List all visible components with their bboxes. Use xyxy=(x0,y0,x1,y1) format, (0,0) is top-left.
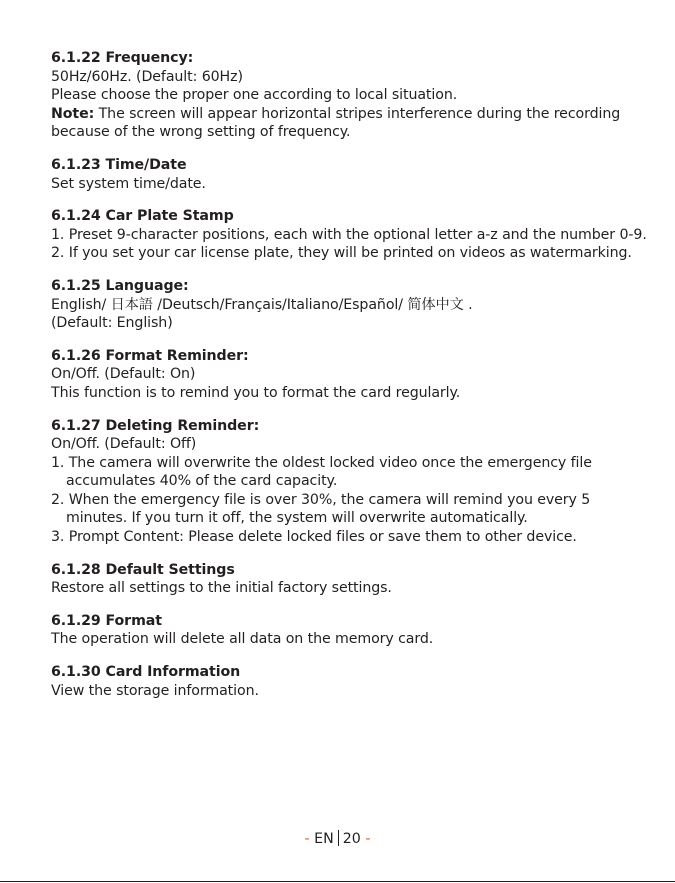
section-text: On/Off. (Default: On) xyxy=(51,366,196,383)
section-text: On/Off. (Default: Off) xyxy=(51,436,197,453)
page-footer xyxy=(0,830,675,848)
note-label: Note: xyxy=(51,105,95,122)
list-item: 1. The camera will overwrite the oldest locked video once the emergency file accumulates 40% of the card capacity. xyxy=(51,454,592,490)
list-item: 1. Preset 9-character positions, each with the optional letter a-z and the number 0-9. xyxy=(51,226,647,243)
section-text: View the storage information. xyxy=(51,682,259,699)
manual-page-content xyxy=(51,49,651,714)
section-text: 50Hz/60Hz. (Default: 60Hz) xyxy=(51,68,243,85)
section-text: (Default: English) xyxy=(51,315,173,332)
section-format xyxy=(51,612,651,649)
section-text: This function is to remind you to format the card regularly. xyxy=(51,384,461,401)
list-item: 3. Prompt Content: Please delete locked files or save them to other device. xyxy=(51,529,577,546)
section-heading: 6.1.23 Time/Date xyxy=(51,156,187,173)
bottom-rule xyxy=(0,881,675,882)
section-frequency xyxy=(51,49,651,142)
section-deleting-reminder xyxy=(51,417,651,547)
section-heading: 6.1.30 Card Information xyxy=(51,664,241,681)
footer-language: EN xyxy=(314,831,334,847)
section-heading: 6.1.22 Frequency: xyxy=(51,50,194,66)
section-language xyxy=(51,277,651,333)
section-car-plate-stamp xyxy=(51,207,651,263)
list-item: 2. If you set your car license plate, they will be printed on videos as watermarking. xyxy=(51,245,632,262)
footer-dash-left: - xyxy=(304,831,310,847)
section-text: English/ 日本語 /Deutsch/Français/Italiano/Español/ 简体中文 . xyxy=(51,296,473,313)
section-heading: 6.1.27 Deleting Reminder: xyxy=(51,417,260,434)
section-text: Restore all settings to the initial factory settings. xyxy=(51,580,392,597)
section-heading: 6.1.28 Default Settings xyxy=(51,561,235,578)
section-text: The operation will delete all data on the memory card. xyxy=(51,631,434,648)
section-heading: 6.1.29 Format xyxy=(51,612,162,629)
list-item: 2. When the emergency file is over 30%, the camera will remind you every 5 minutes. If you turn it off, the system will overwrite automatically. xyxy=(51,491,591,527)
note-text: The screen will appear horizontal stripes interference during the recording because of the wrong setting of frequency. xyxy=(51,105,621,141)
section-heading: 6.1.26 Format Reminder: xyxy=(51,347,249,364)
section-format-reminder xyxy=(51,347,651,403)
section-text: Please choose the proper one according to local situation. xyxy=(51,87,458,104)
footer-dash-right: - xyxy=(365,831,371,847)
section-heading: 6.1.25 Language: xyxy=(51,277,189,294)
section-default-settings xyxy=(51,561,651,598)
page-number: 20 xyxy=(342,831,361,847)
section-card-information xyxy=(51,663,651,700)
note-paragraph xyxy=(51,105,651,142)
section-text: Set system time/date. xyxy=(51,175,206,192)
section-heading: 6.1.24 Car Plate Stamp xyxy=(51,208,234,225)
footer-separator xyxy=(338,830,339,846)
section-time-date xyxy=(51,156,651,193)
